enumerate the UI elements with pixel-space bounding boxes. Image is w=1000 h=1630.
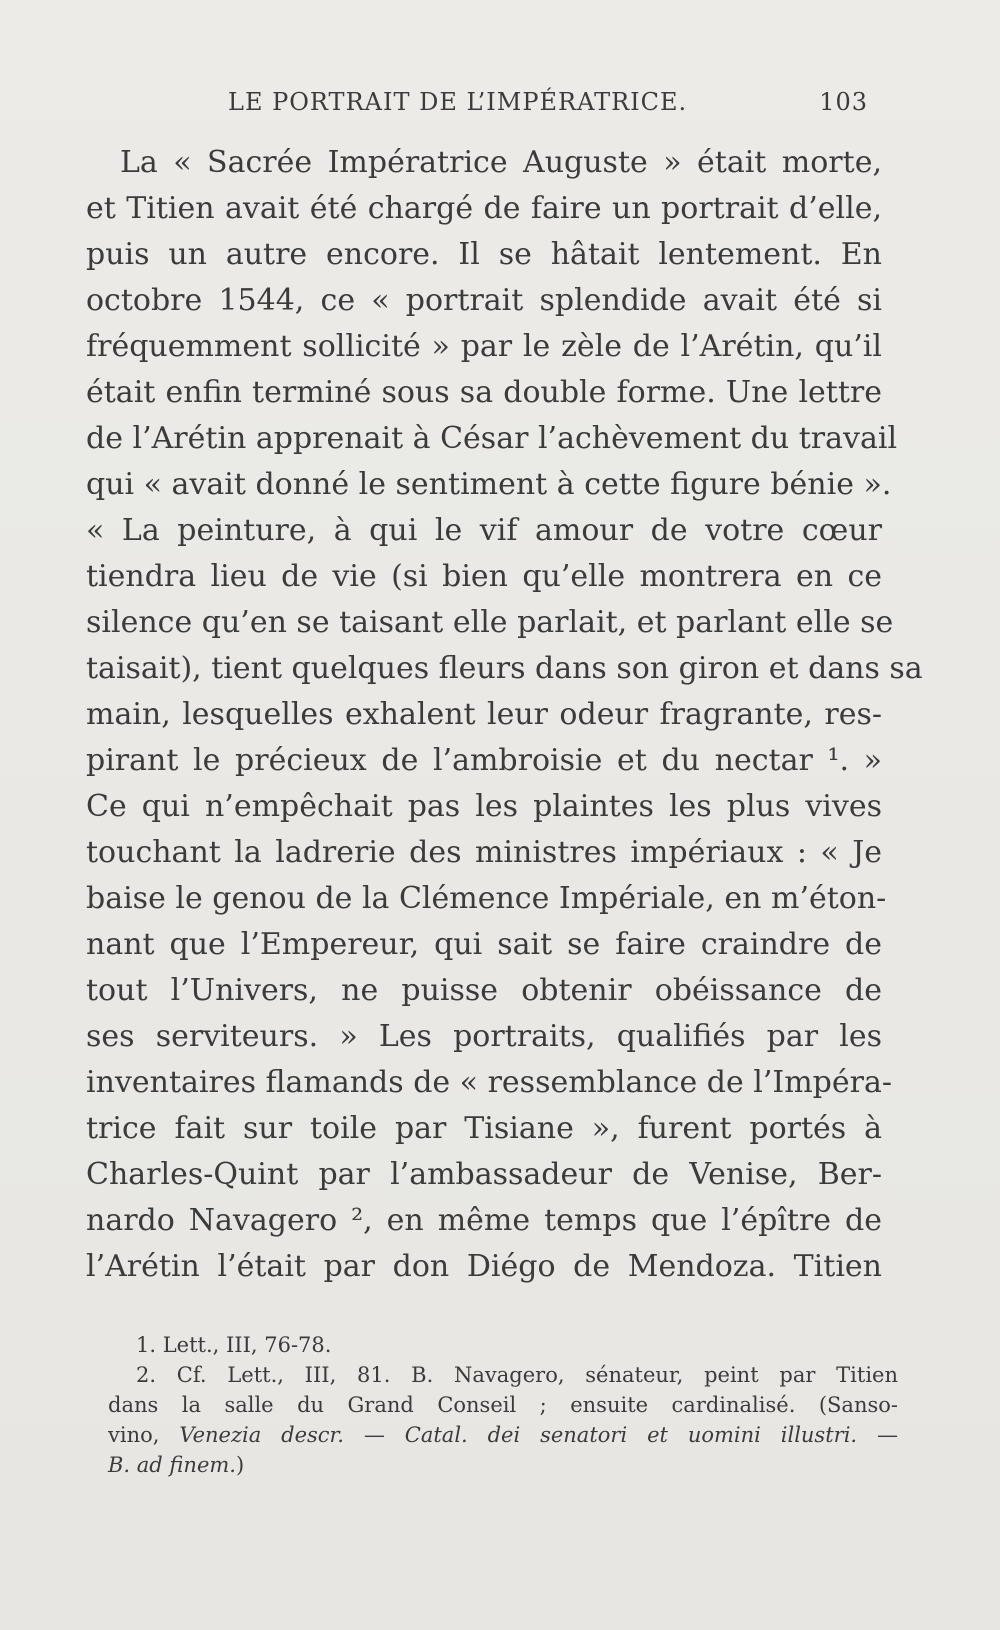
footnotes [108, 1330, 898, 1480]
text-line: silence qu’en se taisant elle parlait, et parlant elle se [86, 605, 894, 640]
footnote-citation: Venezia descr. [179, 1423, 344, 1447]
text-line: main, lesquelles exhalent leur odeur fragrante, res- [86, 697, 882, 732]
text-line: nant que l’Empereur, qui sait se faire craindre de [86, 927, 882, 962]
text-line: était enfin terminé sous sa double forme. Une lettre [86, 375, 882, 410]
text-line: taisait), tient quelques fleurs dans son giron et dans sa [86, 651, 923, 686]
running-title: LE PORTRAIT DE L’IMPÉRATRICE. [228, 88, 688, 116]
text-line: « La peinture, à qui le vif amour de votre cœur [86, 513, 882, 548]
footnote-text: — [343, 1423, 405, 1447]
text-line: inventaires flamands de « ressemblance de l’Impéra- [86, 1065, 893, 1100]
text-line: Ce qui n’empêchait pas les plaintes les plus vives [86, 789, 882, 824]
footnote-citation: B. ad finem. [108, 1453, 236, 1477]
footnote-text: — [857, 1423, 898, 1447]
text-line: La « Sacrée Impératrice Auguste » était morte, [120, 145, 882, 180]
footnote-2-line: 2. Cf. Lett., III, 81. B. Navagero, sénateur, peint par Titien [136, 1363, 898, 1387]
text-line: Charles-Quint par l’ambassadeur de Venise, Ber- [86, 1157, 882, 1192]
body-text [86, 140, 923, 1290]
footnote-2-line [108, 1420, 898, 1450]
footnote-citation: Catal. dei senatori et uomini illustri. [404, 1423, 858, 1447]
page-number: 103 [819, 88, 868, 116]
text-line: tiendra lieu de vie (si bien qu’elle montrera en ce [86, 559, 882, 594]
footnote-1: 1. Lett., III, 76-78. [136, 1333, 332, 1357]
text-line: puis un autre encore. Il se hâtait lentement. En [86, 237, 882, 272]
footnote-2-line: dans la salle du Grand Conseil ; ensuite cardinalisé. (Sanso- [108, 1393, 898, 1417]
text-line: et Titien avait été chargé de faire un portrait d’elle, [86, 191, 882, 226]
text-line: de l’Arétin apprenait à César l’achèvement du travail [86, 421, 898, 456]
text-line: octobre 1544, ce « portrait splendide avait été si [86, 283, 882, 318]
text-line: fréquemment sollicité » par le zèle de l’Arétin, qu’il [86, 329, 882, 364]
footnote-2-line [108, 1450, 898, 1480]
text-line: tout l’Univers, ne puisse obtenir obéissance de [86, 973, 882, 1008]
footnote-text: ) [235, 1453, 245, 1477]
running-head [228, 88, 868, 124]
text-line: qui « avait donné le sentiment à cette figure bénie ». [86, 467, 892, 502]
footnote-text: vino, [108, 1423, 180, 1447]
text-line: baise le genou de la Clémence Impériale, en m’éton- [86, 881, 887, 916]
text-line: l’Arétin l’était par don Diégo de Mendoza. Titien [86, 1249, 882, 1284]
text-line: nardo Navagero ², en même temps que l’épître de [86, 1203, 882, 1238]
text-line: touchant la ladrerie des ministres impériaux : « Je [86, 835, 882, 870]
text-line: pirant le précieux de l’ambroisie et du nectar ¹. » [86, 743, 882, 778]
text-line: trice fait sur toile par Tisiane », furent portés à [86, 1111, 882, 1146]
text-line: ses serviteurs. » Les portraits, qualifiés par les [86, 1019, 882, 1054]
